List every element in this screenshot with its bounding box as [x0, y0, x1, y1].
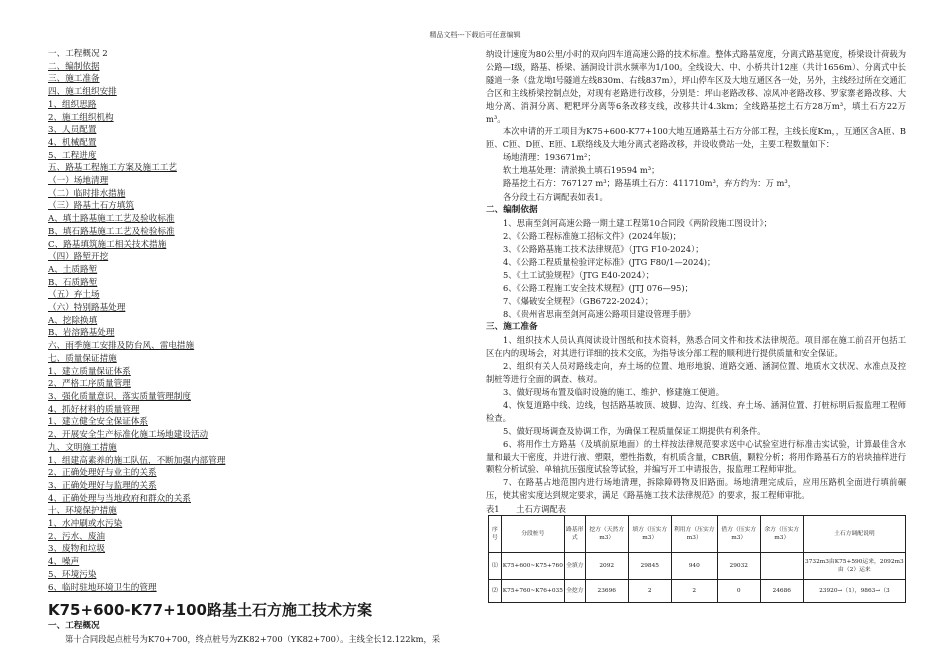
table-row: [489, 553, 906, 580]
table-cell: 940: [671, 553, 717, 580]
basis-item: 5、《土工试验规程》（JTG E40-2024）；: [503, 270, 655, 280]
toc-item[interactable]: 二、编制依据: [48, 61, 100, 72]
table-header-cell: 挖方（天然方m3）: [585, 516, 628, 553]
table-cell: 0: [717, 580, 760, 603]
toc-item[interactable]: A、土质路堑: [48, 264, 98, 275]
basis-item: 2、《公路工程标准施工招标文件》(2024年版)；: [503, 230, 682, 241]
table-cell: 29032: [717, 553, 760, 580]
quantity-item: 软土地基处理：清淤换土填石19594 m³；: [503, 165, 660, 176]
table-cell: 全挖方: [564, 580, 585, 603]
toc-item[interactable]: 五、路基工程施工方案及施工工艺: [48, 163, 177, 174]
toc-item[interactable]: C、路基填筑施工相关技术措施: [48, 239, 167, 250]
section-2-heading: 二、编制依据: [486, 204, 538, 215]
preparation-paragraph: 6、将用作土方路基（及填前原地面）的土样按法律规范要求送中心试验室进行标准击实试验，计算最佳含水量和最大干密度，并进行液、塑限，塑性指数，有机质含量，CBR值，颗粒分析；将用作路基石方的岩块抽样进行颗粒分析试验、单轴抗压强度试验等试验，并编写开工申请报告，报监理工程师审批。: [486, 438, 906, 475]
toc-item[interactable]: 2、施工组织机构: [48, 112, 114, 123]
toc-item[interactable]: 1、水冲刷或水污染: [48, 519, 123, 530]
toc-item[interactable]: B、填石路基施工工艺及检验标准: [48, 226, 175, 237]
toc-item[interactable]: A、挖除换填: [48, 315, 98, 326]
table-header-row: [489, 516, 906, 553]
basis-item: 4、《公路工程质量检验评定标准》(JTG F80/1—2024)；: [503, 256, 716, 267]
table-cell: 3732m3由K75+590运来，2092m3由（2）运来: [803, 553, 905, 580]
table-cell: 24686: [760, 580, 803, 603]
document-title: K75+600-K77+100路基土石方施工技术方案: [48, 601, 372, 620]
basis-item: 1、思南至剑河高速公路一期土建工程第10合同段《两阶段施工图设计》；: [503, 217, 772, 228]
table-cell: ⑴: [489, 553, 502, 580]
toc-item[interactable]: 三、施工准备: [48, 74, 100, 85]
section-1-paragraph-start: 第十合同段起点桩号为K70+700，终点桩号为ZK82+700（YK82+700）。主线全长12.122km，采: [65, 634, 441, 645]
preparation-list: [486, 334, 906, 502]
toc-item[interactable]: （二）临时排水措施: [48, 188, 126, 199]
table-cell: ⑵: [489, 580, 502, 603]
section-1-paragraph-2: 本次申请的开工项目为K75+600-K77+100大地互通路基土石方分部工程，主线长度Km，，互通区含A匝、B匝、C匝、D匝、E匝、L联络线及大地分离式老路改移，并设收费站一处，主要工程数量如下：: [486, 126, 906, 150]
table-header-cell: 借方（压实方m3）: [717, 516, 760, 553]
toc-item[interactable]: 2、污水、废油: [48, 531, 106, 542]
basis-item: 3、《公路路基施工技术法律规范》（JTG F10-2024）；: [503, 243, 704, 254]
earthwork-table: [488, 515, 906, 603]
table-cell: 2092: [585, 553, 628, 580]
header-note: 精品文档---下载后可任意编辑: [429, 31, 521, 39]
toc-item[interactable]: 3、强化质量意识，落实质量管理制度: [48, 391, 191, 402]
toc-item[interactable]: 5、环境污染: [48, 569, 97, 580]
table-header-cell: 分段桩号: [501, 516, 564, 553]
preparation-paragraph: 2、组织有关人员对路线走向，弃土场的位置、地形地貌、道路交通、涵洞位置、地质水文状况、水准点及控制桩等进行全面的调查、核对。: [486, 361, 906, 385]
table-cell: 全填方: [564, 553, 585, 580]
toc-item[interactable]: 九、文明施工措施: [48, 442, 117, 453]
toc-item[interactable]: 七、质量保证措施: [48, 353, 117, 364]
toc-item[interactable]: B、石质路堑: [48, 277, 98, 288]
table-cell: [760, 553, 803, 580]
toc-item[interactable]: 2、正确处理好与业主的关系: [48, 468, 157, 479]
toc-item[interactable]: B、岩溶路基处理: [48, 328, 115, 339]
preparation-paragraph: 5、做好现场调查及协调工作，为确保工程质量保证工期提供有利条件。: [503, 425, 766, 436]
toc-item[interactable]: 1、建立质量保证体系: [48, 366, 131, 377]
table-of-contents: [48, 48, 463, 594]
toc-item[interactable]: 1、组织思路: [48, 99, 97, 110]
toc-item[interactable]: A、填土路基施工工艺及验收标准: [48, 214, 175, 225]
quantity-item: 路基挖土石方：767127 m³；路基填土石方：411710m³，弃方约为：万 m³，: [503, 178, 797, 189]
table-header-cell: 土石方调配说明: [803, 516, 905, 553]
section-1-heading: 一、工程概况: [48, 621, 100, 632]
basis-list: [486, 217, 906, 322]
toc-item[interactable]: 4、正确处理与当地政府和群众的关系: [48, 493, 191, 504]
table-header-cell: 序号: [489, 516, 502, 553]
table-row: [489, 580, 906, 603]
toc-item[interactable]: 六、雨季施工安排及防台风、雷电措施: [48, 341, 195, 352]
right-column: [486, 48, 906, 603]
basis-item: 7、《爆破安全规程》（GB6722-2024）；: [503, 296, 654, 307]
preparation-paragraph: 7、在路基占地范围内进行场地清理，拆除障碍物及旧路面。场地清理完成后，应用压路机全面进行填前碾压，使其密实度达到规定要求，满足《路基施工技术法律规范》的要求，报工程师审批。: [486, 477, 906, 501]
table-header-cell: 路基形式: [564, 516, 585, 553]
toc-item[interactable]: 3、人员配置: [48, 125, 97, 136]
preparation-paragraph: 4、恢复道路中线、边线，包括路基坡顶、坡脚、边沟、红线、弃土场、涵洞位置、打桩标明后报监理工程师检查。: [486, 399, 906, 423]
table-caption: 表1 土石方调配表: [486, 504, 566, 515]
table-cell: 2: [628, 580, 671, 603]
toc-item[interactable]: 4、机械配置: [48, 137, 97, 148]
toc-item[interactable]: 2、开展安全生产标准化施工场地建设活动: [48, 430, 209, 441]
table-cell: K75+760~K76+035: [501, 580, 564, 603]
toc-item[interactable]: 3、正确处理好与监理的关系: [48, 480, 157, 491]
toc-item[interactable]: 十、环境保护措施: [48, 506, 117, 517]
toc-item: 一、工程概况 2: [48, 49, 108, 59]
toc-item[interactable]: 6、临时驻地环境卫生的管理: [48, 582, 157, 593]
section-3-heading: 三、施工准备: [486, 322, 538, 333]
left-column: [48, 48, 463, 646]
toc-item[interactable]: （三）路基土石方填筑: [48, 201, 134, 212]
table-header-cell: 利用方（压实方m3）: [671, 516, 717, 553]
quantity-item: 场地清理：193671m²；: [503, 152, 596, 163]
table-cell: 23920→（1），9863→（3: [803, 580, 905, 603]
table-cell: 2: [671, 580, 717, 603]
basis-item: 6、《公路工程施工安全技术规程》(JTJ 076—95)；: [503, 283, 693, 294]
quantity-list: [486, 151, 906, 203]
toc-item[interactable]: 四、施工组织安排: [48, 87, 117, 98]
table-cell: K75+600~K75+760: [501, 553, 564, 580]
toc-item[interactable]: 1、组建高素养的施工队伍，不断加强内部管理: [48, 455, 226, 466]
preparation-paragraph: 3、做好现场布置及临时设施的施工、维护、修建施工便道。: [503, 387, 724, 397]
toc-item[interactable]: 4、抓好材料的质量管理: [48, 404, 140, 415]
toc-item[interactable]: 1、建立健全安全保证体系: [48, 417, 148, 428]
toc-item[interactable]: 2、严格工序质量管理: [48, 379, 131, 390]
table-header-cell: 余方（压实方m3）: [760, 516, 803, 553]
toc-item[interactable]: （四）路堑开挖: [48, 252, 109, 263]
preparation-paragraph: 1、组织技术人员认真阅读设计图纸和技术资料，熟悉合同文件和技术法律规范。项目部在施工前召开包括工区在内的现场会，对其进行详细的技术交底，为指导该分部工程的顺利进行提供质量和安全保证。: [486, 335, 906, 359]
toc-item[interactable]: （一）场地清理: [48, 176, 109, 187]
table-cell: 23696: [585, 580, 628, 603]
basis-item: 8、《贵州省思南至剑河高速公路项目建设管理手册》: [503, 309, 695, 320]
toc-item[interactable]: 4、噪声: [48, 557, 80, 568]
toc-item[interactable]: （六）特别路基处理: [48, 303, 126, 314]
table-cell: 29845: [628, 553, 671, 580]
toc-item[interactable]: 3、废物和垃圾: [48, 544, 106, 555]
quantity-item: 各分段土石方调配表如表1。: [503, 191, 608, 202]
toc-item[interactable]: 5、工程进度: [48, 150, 97, 161]
section-1-paragraph-continued: 纳设计速度为80公里/小时的双向四车道高速公路的技术标准。整体式路基宽度，分离式路基宽度，桥梁设计荷载为公路—Ⅰ级，路基、桥梁、涵洞设计洪水频率为1/100。全线设大、中、小桥共计12座（共计1656m）、分离式中长隧道一条（盘龙坳Ⅰ号隧道左线830m、右线837m），坪山停车区及大地互通区各一处，另外，主线经过所在交通汇合区和主线桥梁控制点处，对现有老路进行改移，分别是：坪山老路改移、凉风冲老路改移、罗家寨老路改移、大地分离、消洞分离、粑粑坪分离等6条改移支线，改移共计4.3km；全线路基挖土石方28万m³，填土石方22万m³。: [486, 49, 906, 124]
toc-item[interactable]: （五）弃土场: [48, 290, 100, 301]
table-header-cell: 填方（压实方m3）: [628, 516, 671, 553]
